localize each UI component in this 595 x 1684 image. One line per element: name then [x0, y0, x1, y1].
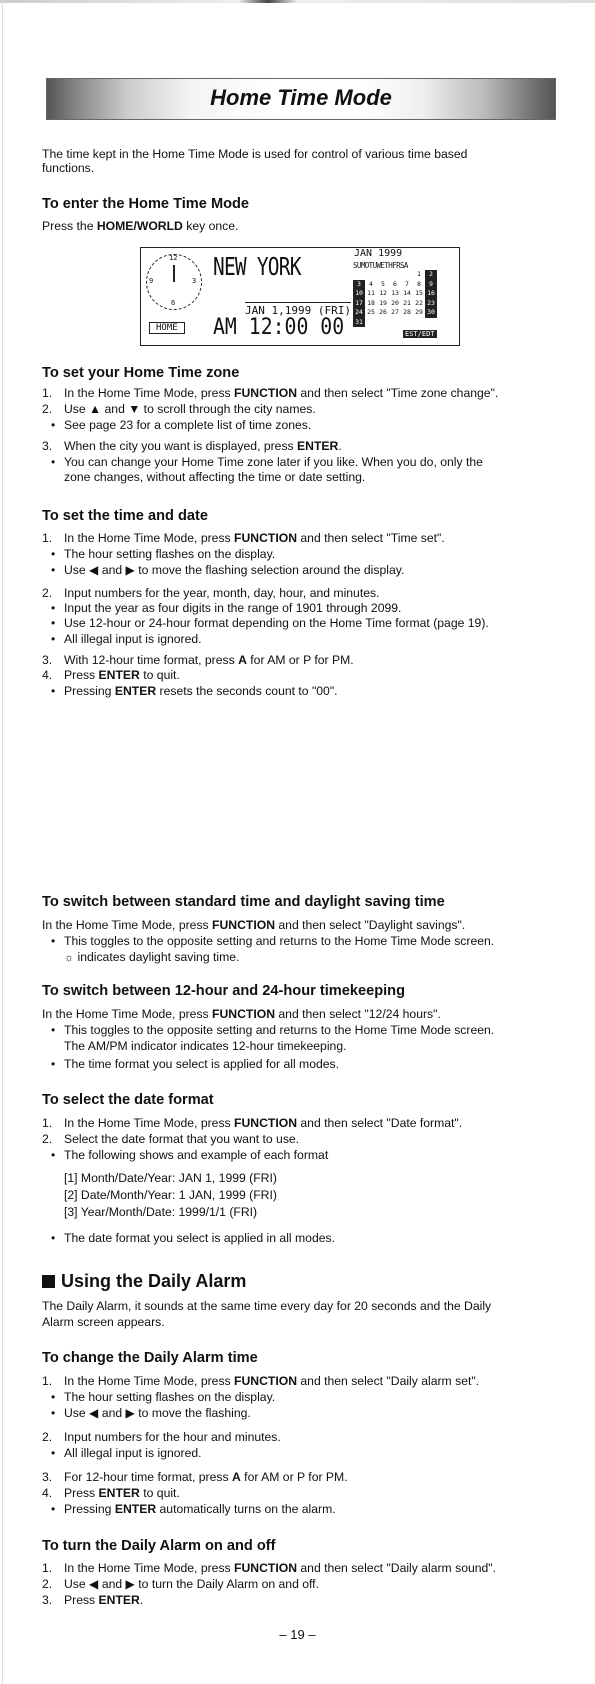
list-item: The hour setting flashes on the display.: [64, 1390, 276, 1404]
clock-tick: 9: [149, 277, 154, 285]
date-format-bullet-2: The date format you select is applied in all modes.: [64, 1231, 335, 1245]
list-item: Press ENTER.: [64, 1593, 144, 1607]
dst-bullet-2: ☼ indicates daylight saving time.: [64, 950, 240, 964]
lcd-date: JAN 1,1999 (FRI): [245, 304, 351, 317]
list-item: See page 23 for a complete list of time zones.: [64, 418, 312, 432]
clock-hand: [173, 265, 175, 282]
list-item: zone changes, without affecting the time or date setting.: [64, 470, 366, 484]
lcd-city: NEW YORK: [213, 252, 301, 281]
bullet: •: [51, 1502, 56, 1516]
item-number: 1.: [42, 531, 53, 545]
bullet: •: [51, 1231, 56, 1245]
hour-format-heading: To switch between 12-hour and 24-hour timekeeping: [42, 983, 406, 999]
list-item: For 12-hour time format, press A for AM or P for PM.: [64, 1470, 348, 1484]
calendar-week-row: [353, 299, 437, 309]
alarm-intro-2: Alarm screen appears.: [42, 1315, 165, 1329]
lcd-home-label: HOME: [149, 322, 185, 334]
bullet: •: [51, 1390, 56, 1404]
alarm-change-heading: To change the Daily Alarm time: [42, 1350, 258, 1366]
item-number: 3.: [42, 1593, 53, 1607]
calendar-day: 15: [415, 289, 423, 297]
calendar-week-row: [353, 280, 437, 290]
list-item: Use ▲ and ▼ to scroll through the city names.: [64, 402, 316, 416]
clock-face-icon: [146, 254, 202, 310]
list-item: Pressing ENTER automatically turns on the alarm.: [64, 1502, 336, 1516]
list-item: Press ENTER to quit.: [64, 1486, 180, 1500]
list-item: When the city you want is displayed, press ENTER.: [64, 439, 342, 453]
item-number: 1.: [42, 1561, 53, 1575]
calendar-day: 8: [417, 279, 421, 288]
item-number: 1.: [42, 1374, 53, 1388]
calendar-day: 21: [403, 298, 411, 307]
list-item: Use ◀ and ▶ to turn the Daily Alarm on and off.: [64, 1577, 319, 1591]
dst-text: In the Home Time Mode, press FUNCTION and then select "Daylight savings".: [42, 918, 466, 932]
item-number: 4.: [42, 668, 53, 682]
calendar-day: 11: [367, 289, 375, 297]
item-number: 4.: [42, 1486, 53, 1500]
list-item: Press ENTER to quit.: [64, 668, 180, 682]
hour-format-bullet-1b: The AM/PM indicator indicates 12-hour timekeeping.: [64, 1039, 347, 1053]
calendar-week-row: [353, 289, 437, 299]
lcd-time: AM 12:00 00: [213, 315, 345, 340]
date-format-bullet-1: The following shows and example of each format: [64, 1148, 329, 1162]
calendar-day: 29: [415, 308, 423, 316]
hour-format-bullet-1a: This toggles to the opposite setting and returns to the Home Time Mode screen.: [64, 1023, 495, 1037]
hour-format-bullet-2: The time format you select is applied for all modes.: [64, 1057, 340, 1071]
calendar-day: 19: [379, 298, 387, 307]
calendar-day: 14: [403, 289, 411, 297]
mode-banner: [46, 78, 556, 120]
daily-alarm-section-title: Using the Daily Alarm: [42, 1271, 246, 1292]
list-item: Input numbers for the year, month, day, hour, and minutes.: [64, 586, 380, 600]
calendar-week-row: [353, 318, 437, 328]
bullet: •: [51, 563, 56, 577]
calendar-day: 30: [425, 308, 437, 318]
bullet: •: [51, 934, 56, 948]
bullet: •: [51, 632, 56, 646]
alarm-intro-1: The Daily Alarm, it sounds at the same time every day for 20 seconds and the Daily: [42, 1299, 492, 1313]
calendar-day: 28: [403, 308, 411, 316]
clock-tick: 6: [171, 299, 176, 307]
list-item: You can change your Home Time zone later if you like. When you do, only the: [64, 455, 483, 469]
calendar-day: 18: [367, 298, 375, 307]
intro-line-1: The time kept in the Home Time Mode is used for control of various time based: [42, 147, 468, 161]
calendar-day: 2: [425, 270, 437, 280]
list-item: In the Home Time Mode, press FUNCTION and then select "Time zone change".: [64, 386, 499, 400]
intro-line-2: functions.: [42, 161, 95, 175]
calendar-week-row: [353, 270, 437, 280]
list-item: All illegal input is ignored.: [64, 632, 202, 646]
bullet: •: [51, 684, 56, 698]
calendar-day: 9: [425, 280, 437, 290]
dst-heading: To switch between standard time and daylight saving time: [42, 894, 445, 910]
page-title: Home Time Mode: [210, 85, 392, 110]
enter-text: Press the HOME/WORLD key once.: [42, 219, 239, 233]
clock-tick: 12: [169, 254, 178, 262]
list-item: In the Home Time Mode, press FUNCTION and then select "Time set".: [64, 531, 445, 545]
bullet: •: [51, 1148, 56, 1162]
calendar-day: 3: [353, 280, 365, 290]
calendar-day: 12: [379, 289, 387, 297]
bullet: •: [51, 1023, 56, 1037]
item-number: 1.: [42, 1116, 53, 1130]
calendar-day: 17: [353, 299, 365, 309]
enter-heading: To enter the Home Time Mode: [42, 196, 250, 212]
calendar-day: 25: [367, 308, 375, 316]
date-format-heading: To select the date format: [42, 1092, 214, 1108]
list-item: The hour setting flashes on the display.: [64, 547, 276, 561]
list-item: All illegal input is ignored.: [64, 1446, 202, 1460]
item-number: 2.: [42, 402, 53, 416]
calendar-day: 23: [425, 299, 437, 309]
date-format-option: [3] Year/Month/Date: 1999/1/1 (FRI): [64, 1205, 258, 1219]
lcd-display: [140, 247, 460, 346]
top-rule: [0, 0, 595, 3]
calendar-day: 27: [391, 308, 399, 316]
bullet: •: [51, 1057, 56, 1071]
list-item: In the Home Time Mode, press FUNCTION and then select "Daily alarm set".: [64, 1374, 480, 1388]
date-format-option: [2] Date/Month/Year: 1 JAN, 1999 (FRI): [64, 1188, 277, 1202]
list-item: With 12-hour time format, press A for AM or P for PM.: [64, 653, 354, 667]
calendar-week-row: [353, 308, 437, 318]
calendar-day: 13: [391, 289, 399, 297]
date-format-item-1: In the Home Time Mode, press FUNCTION and then select "Date format".: [64, 1116, 463, 1130]
calendar-header: JAN 1999: [354, 248, 403, 259]
calendar-day: 1: [417, 270, 421, 278]
scan-edge: [2, 0, 3, 1684]
item-number: 3.: [42, 439, 53, 453]
list-item: Use ◀ and ▶ to move the flashing selection around the display.: [64, 563, 405, 577]
item-number: 2.: [42, 586, 53, 600]
calendar-grid: [353, 270, 437, 327]
calendar-footer: EST/EDT: [405, 330, 435, 338]
date-format-option: [1] Month/Date/Year: JAN 1, 1999 (FRI): [64, 1171, 277, 1185]
page-number: – 19 –: [279, 1627, 316, 1642]
calendar-day: 10: [353, 289, 365, 299]
calendar-day: 16: [425, 289, 437, 299]
bullet: •: [51, 1406, 56, 1420]
clock-tick: 3: [192, 277, 197, 285]
item-number: 3.: [42, 1470, 53, 1484]
alarm-onoff-heading: To turn the Daily Alarm on and off: [42, 1538, 276, 1554]
item-number: 2.: [42, 1577, 53, 1591]
list-item: Use 12-hour or 24-hour format depending on the Home Time format (page 19).: [64, 616, 489, 630]
bullet: •: [51, 455, 56, 469]
calendar-day: 7: [405, 279, 409, 288]
calendar-day: 31: [353, 318, 365, 328]
item-number: 3.: [42, 653, 53, 667]
dst-bullet-1: This toggles to the opposite setting and returns to the Home Time Mode screen.: [64, 934, 495, 948]
bullet: •: [51, 1446, 56, 1460]
bullet: •: [51, 601, 56, 615]
set-time-heading: To set the time and date: [42, 508, 208, 524]
calendar-day: 6: [393, 279, 397, 288]
list-item: Pressing ENTER resets the seconds count to "00".: [64, 684, 338, 698]
item-number: 1.: [42, 386, 53, 400]
calendar-day: 5: [381, 279, 385, 288]
date-format-item-2: Select the date format that you want to use.: [64, 1132, 300, 1146]
set-zone-heading: To set your Home Time zone: [42, 365, 240, 381]
hour-format-text: In the Home Time Mode, press FUNCTION and then select "12/24 hours".: [42, 1007, 441, 1021]
calendar-weekdays: SUMOTUWETHFRSA: [353, 261, 408, 270]
bullet: •: [51, 616, 56, 630]
list-item: Input the year as four digits in the range of 1901 through 2099.: [64, 601, 402, 615]
bullet: •: [51, 418, 56, 432]
square-bullet-icon: [42, 1275, 55, 1288]
item-number: 2.: [42, 1430, 53, 1444]
calendar-day: 24: [353, 308, 365, 318]
list-item: Use ◀ and ▶ to move the flashing.: [64, 1406, 251, 1420]
list-item: In the Home Time Mode, press FUNCTION and then select "Daily alarm sound".: [64, 1561, 497, 1575]
daylight-sun-icon: ☼: [64, 952, 75, 964]
bullet: •: [51, 547, 56, 561]
calendar-day: 4: [369, 279, 373, 288]
item-number: 2.: [42, 1132, 53, 1146]
calendar-day: 20: [391, 298, 399, 307]
calendar-day: 26: [379, 308, 387, 316]
list-item: Input numbers for the hour and minutes.: [64, 1430, 281, 1444]
calendar-day: 22: [415, 298, 423, 307]
